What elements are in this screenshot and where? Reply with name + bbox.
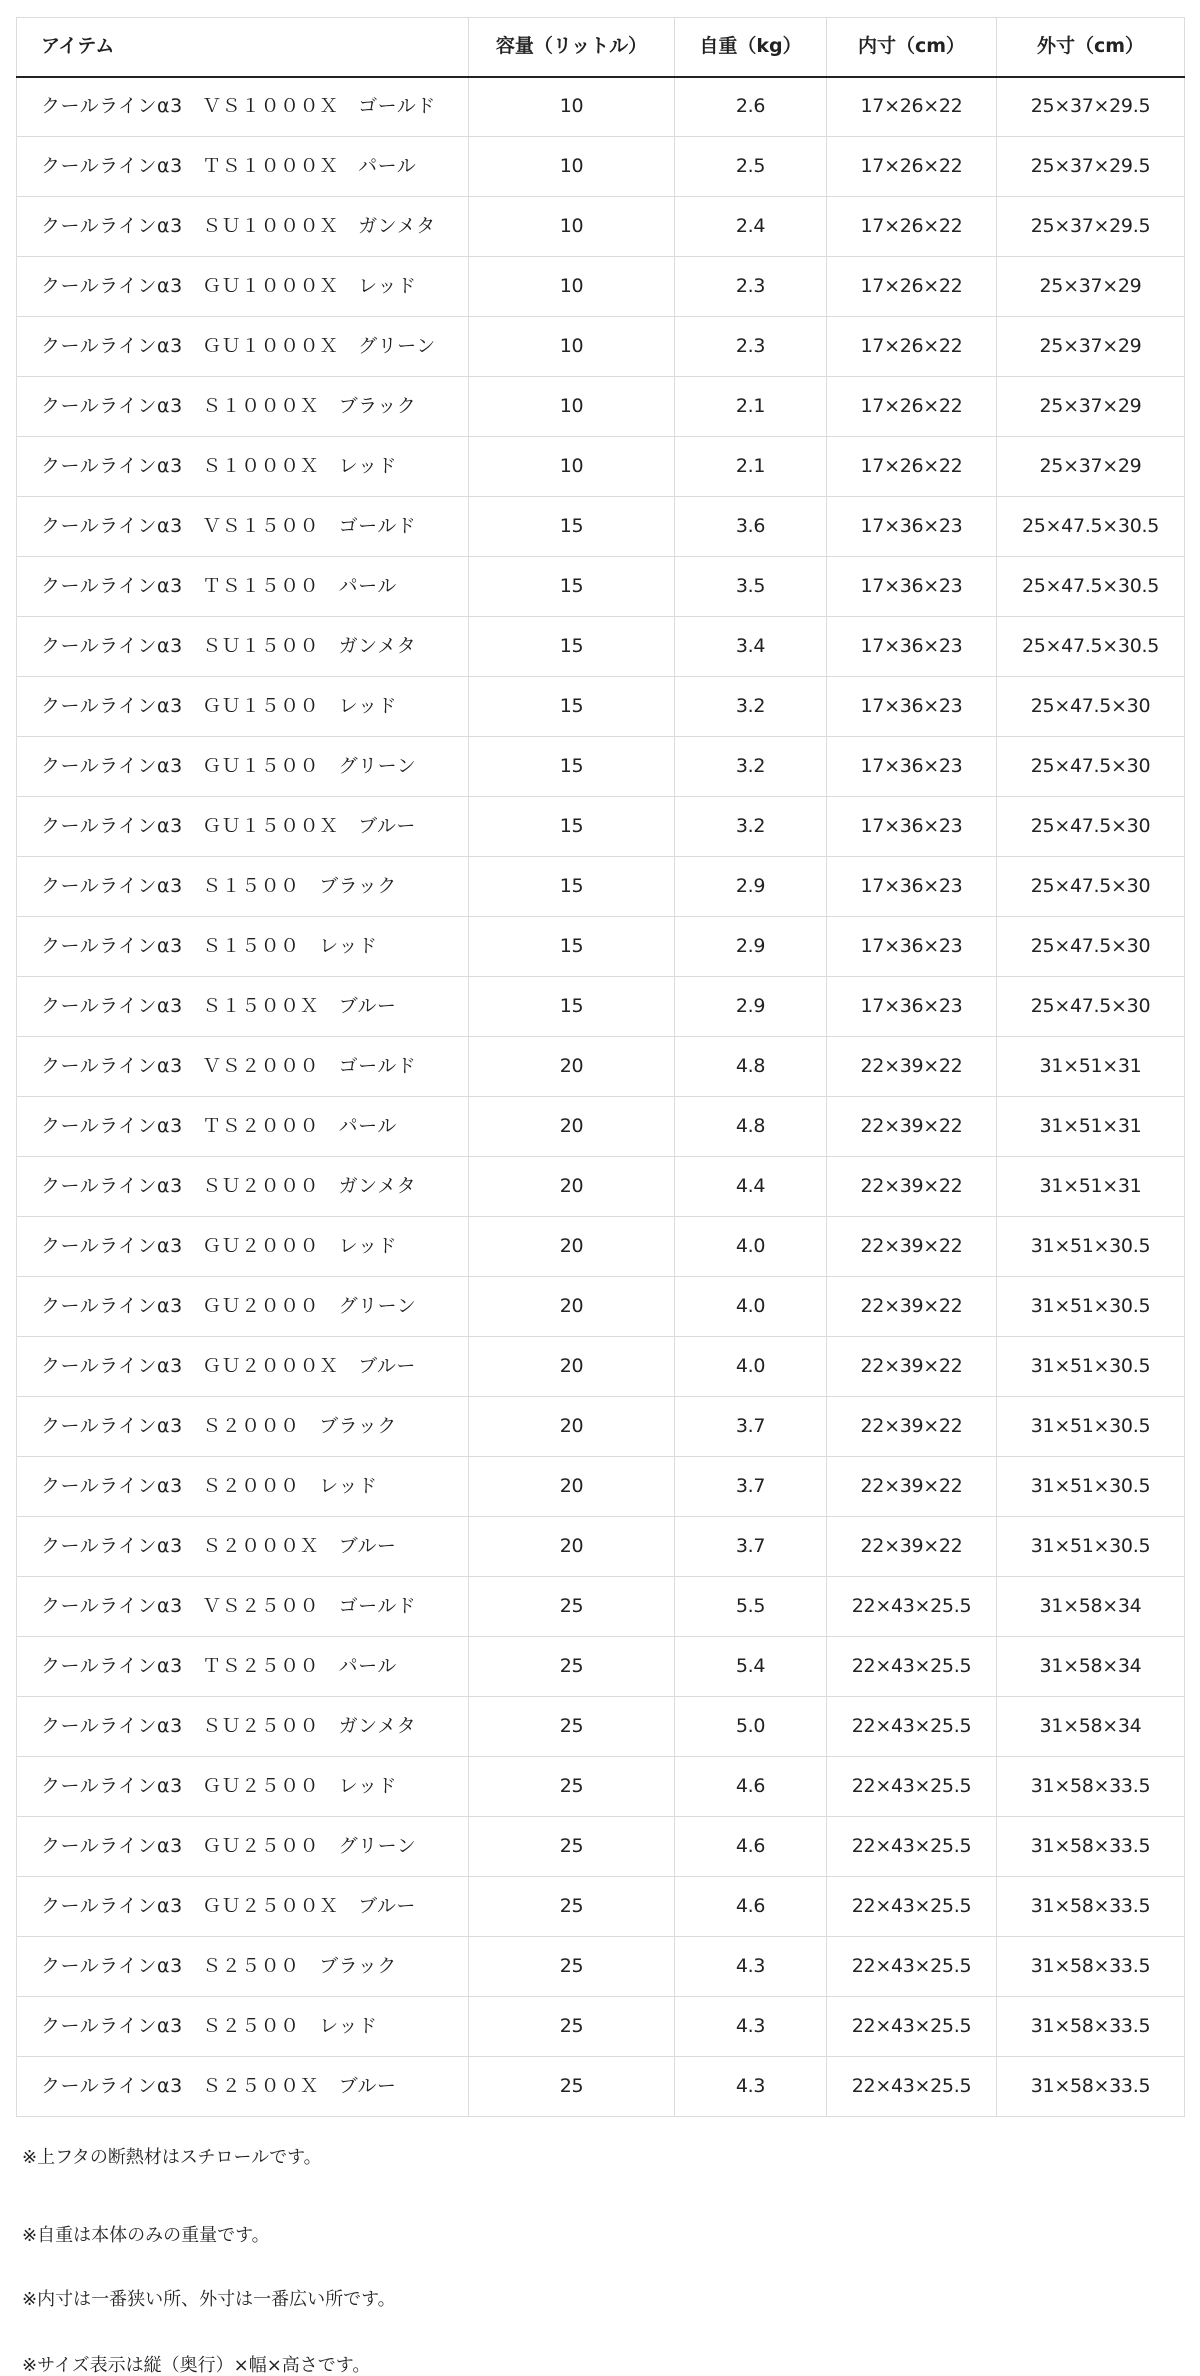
outer-size-cell: 31×51×30.5 (997, 1517, 1185, 1577)
capacity-cell: 15 (469, 797, 675, 857)
item-name-cell: クールラインα3 ＧＵ２５００ レッド (17, 1757, 469, 1817)
item-name-cell: クールラインα3 Ｓ２５００ ブラック (17, 1937, 469, 1997)
outer-size-cell: 31×58×34 (997, 1577, 1185, 1637)
spec-table (16, 17, 1185, 2117)
table-row (17, 977, 1185, 1037)
table-row (17, 1337, 1185, 1397)
item-name-cell: クールラインα3 Ｓ２５００Ｘ ブルー (17, 2057, 469, 2117)
weight-cell: 2.5 (675, 137, 827, 197)
header-capacity: 容量（リットル） (469, 18, 675, 77)
weight-cell: 3.7 (675, 1457, 827, 1517)
outer-size-cell: 25×47.5×30.5 (997, 557, 1185, 617)
capacity-cell: 25 (469, 1937, 675, 1997)
weight-cell: 4.0 (675, 1277, 827, 1337)
inner-size-cell: 22×39×22 (827, 1517, 997, 1577)
table-row (17, 1637, 1185, 1697)
item-name-cell: クールラインα3 ＧＵ２５００ グリーン (17, 1817, 469, 1877)
item-name-cell: クールラインα3 Ｓ２５００ レッド (17, 1997, 469, 2057)
inner-size-cell: 17×36×23 (827, 557, 997, 617)
outer-size-cell: 25×47.5×30 (997, 737, 1185, 797)
inner-size-cell: 17×26×22 (827, 197, 997, 257)
weight-cell: 2.1 (675, 377, 827, 437)
capacity-cell: 25 (469, 1757, 675, 1817)
outer-size-cell: 31×51×30.5 (997, 1397, 1185, 1457)
capacity-cell: 15 (469, 977, 675, 1037)
item-name-cell: クールラインα3 ＶＳ２５００ ゴールド (17, 1577, 469, 1637)
outer-size-cell: 25×37×29.5 (997, 197, 1185, 257)
weight-cell: 4.6 (675, 1877, 827, 1937)
item-name-cell: クールラインα3 ＧＵ１５００Ｘ ブルー (17, 797, 469, 857)
table-row (17, 1397, 1185, 1457)
note-dimensions: ※内寸は一番狭い所、外寸は一番広い所です。 (22, 2289, 396, 2310)
outer-size-cell: 25×47.5×30 (997, 857, 1185, 917)
outer-size-cell: 31×58×33.5 (997, 1997, 1185, 2057)
weight-cell: 3.2 (675, 677, 827, 737)
capacity-cell: 15 (469, 677, 675, 737)
inner-size-cell: 17×26×22 (827, 377, 997, 437)
header-weight: 自重（kg） (675, 18, 827, 77)
table-row (17, 197, 1185, 257)
weight-cell: 2.6 (675, 77, 827, 137)
capacity-cell: 20 (469, 1037, 675, 1097)
table-row (17, 497, 1185, 557)
header-item: アイテム (17, 18, 469, 77)
inner-size-cell: 17×26×22 (827, 77, 997, 137)
outer-size-cell: 31×51×31 (997, 1037, 1185, 1097)
table-row (17, 1817, 1185, 1877)
item-name-cell: クールラインα3 ＧＵ１５００ レッド (17, 677, 469, 737)
outer-size-cell: 25×37×29 (997, 257, 1185, 317)
inner-size-cell: 22×43×25.5 (827, 1817, 997, 1877)
outer-size-cell: 31×58×33.5 (997, 1757, 1185, 1817)
item-name-cell: クールラインα3 ＧＵ１５００ グリーン (17, 737, 469, 797)
inner-size-cell: 17×36×23 (827, 977, 997, 1037)
capacity-cell: 10 (469, 137, 675, 197)
header-inner-size: 内寸（cm） (827, 18, 997, 77)
outer-size-cell: 25×47.5×30 (997, 977, 1185, 1037)
weight-cell: 4.8 (675, 1097, 827, 1157)
table-row (17, 617, 1185, 677)
inner-size-cell: 22×39×22 (827, 1397, 997, 1457)
capacity-cell: 15 (469, 497, 675, 557)
outer-size-cell: 31×51×30.5 (997, 1217, 1185, 1277)
inner-size-cell: 22×39×22 (827, 1457, 997, 1517)
table-row (17, 377, 1185, 437)
table-row (17, 1277, 1185, 1337)
inner-size-cell: 22×39×22 (827, 1217, 997, 1277)
item-name-cell: クールラインα3 ＧＵ２０００Ｘ ブルー (17, 1337, 469, 1397)
capacity-cell: 15 (469, 917, 675, 977)
inner-size-cell: 22×39×22 (827, 1277, 997, 1337)
table-row (17, 1097, 1185, 1157)
item-name-cell: クールラインα3 ＴＳ１５００ パール (17, 557, 469, 617)
item-name-cell: クールラインα3 ＳＵ１０００Ｘ ガンメタ (17, 197, 469, 257)
table-row (17, 917, 1185, 977)
capacity-cell: 10 (469, 437, 675, 497)
inner-size-cell: 17×36×23 (827, 617, 997, 677)
table-row (17, 1697, 1185, 1757)
capacity-cell: 25 (469, 1997, 675, 2057)
header-row (17, 18, 1185, 77)
weight-cell: 4.0 (675, 1337, 827, 1397)
spec-table-body (17, 77, 1185, 2117)
weight-cell: 2.4 (675, 197, 827, 257)
weight-cell: 3.7 (675, 1517, 827, 1577)
inner-size-cell: 17×26×22 (827, 137, 997, 197)
weight-cell: 2.3 (675, 257, 827, 317)
capacity-cell: 20 (469, 1157, 675, 1217)
table-row (17, 2057, 1185, 2117)
capacity-cell: 25 (469, 1577, 675, 1637)
capacity-cell: 20 (469, 1217, 675, 1277)
table-row (17, 1937, 1185, 1997)
outer-size-cell: 25×37×29 (997, 317, 1185, 377)
inner-size-cell: 22×43×25.5 (827, 2057, 997, 2117)
outer-size-cell: 25×47.5×30.5 (997, 497, 1185, 557)
table-row (17, 737, 1185, 797)
table-row (17, 1757, 1185, 1817)
note-lid-insulation: ※上フタの断熱材はスチロールです。 (22, 2147, 322, 2168)
table-row (17, 557, 1185, 617)
weight-cell: 4.3 (675, 2057, 827, 2117)
item-name-cell: クールラインα3 Ｓ１５００ ブラック (17, 857, 469, 917)
capacity-cell: 15 (469, 857, 675, 917)
outer-size-cell: 31×58×33.5 (997, 2057, 1185, 2117)
inner-size-cell: 17×36×23 (827, 677, 997, 737)
table-row (17, 1217, 1185, 1277)
weight-cell: 3.2 (675, 737, 827, 797)
item-name-cell: クールラインα3 ＧＵ２５００Ｘ ブルー (17, 1877, 469, 1937)
inner-size-cell: 17×36×23 (827, 737, 997, 797)
item-name-cell: クールラインα3 Ｓ２０００ レッド (17, 1457, 469, 1517)
outer-size-cell: 25×37×29.5 (997, 137, 1185, 197)
outer-size-cell: 31×51×31 (997, 1097, 1185, 1157)
inner-size-cell: 22×43×25.5 (827, 1877, 997, 1937)
weight-cell: 4.3 (675, 1937, 827, 1997)
outer-size-cell: 25×47.5×30 (997, 797, 1185, 857)
capacity-cell: 25 (469, 1877, 675, 1937)
inner-size-cell: 17×36×23 (827, 797, 997, 857)
inner-size-cell: 22×39×22 (827, 1097, 997, 1157)
inner-size-cell: 22×39×22 (827, 1337, 997, 1397)
item-name-cell: クールラインα3 ＶＳ１０００Ｘ ゴールド (17, 77, 469, 137)
weight-cell: 2.1 (675, 437, 827, 497)
weight-cell: 2.9 (675, 917, 827, 977)
capacity-cell: 10 (469, 77, 675, 137)
inner-size-cell: 22×39×22 (827, 1037, 997, 1097)
capacity-cell: 25 (469, 2057, 675, 2117)
capacity-cell: 10 (469, 317, 675, 377)
item-name-cell: クールラインα3 ＶＳ１５００ ゴールド (17, 497, 469, 557)
outer-size-cell: 31×58×34 (997, 1697, 1185, 1757)
outer-size-cell: 31×51×31 (997, 1157, 1185, 1217)
inner-size-cell: 22×43×25.5 (827, 1697, 997, 1757)
capacity-cell: 20 (469, 1337, 675, 1397)
inner-size-cell: 17×26×22 (827, 257, 997, 317)
item-name-cell: クールラインα3 ＧＵ１０００Ｘ グリーン (17, 317, 469, 377)
weight-cell: 4.8 (675, 1037, 827, 1097)
capacity-cell: 15 (469, 557, 675, 617)
outer-size-cell: 31×58×34 (997, 1637, 1185, 1697)
inner-size-cell: 22×39×22 (827, 1157, 997, 1217)
inner-size-cell: 17×26×22 (827, 317, 997, 377)
capacity-cell: 20 (469, 1277, 675, 1337)
note-weight: ※自重は本体のみの重量です。 (22, 2225, 270, 2246)
weight-cell: 3.6 (675, 497, 827, 557)
outer-size-cell: 31×51×30.5 (997, 1277, 1185, 1337)
outer-size-cell: 31×58×33.5 (997, 1817, 1185, 1877)
item-name-cell: クールラインα3 Ｓ１５００Ｘ ブルー (17, 977, 469, 1037)
inner-size-cell: 17×36×23 (827, 497, 997, 557)
item-name-cell: クールラインα3 Ｓ２０００ ブラック (17, 1397, 469, 1457)
capacity-cell: 20 (469, 1097, 675, 1157)
capacity-cell: 15 (469, 617, 675, 677)
weight-cell: 5.5 (675, 1577, 827, 1637)
weight-cell: 5.4 (675, 1637, 827, 1697)
item-name-cell: クールラインα3 ＶＳ２０００ ゴールド (17, 1037, 469, 1097)
inner-size-cell: 22×43×25.5 (827, 1757, 997, 1817)
weight-cell: 4.0 (675, 1217, 827, 1277)
table-row (17, 257, 1185, 317)
table-row (17, 1877, 1185, 1937)
weight-cell: 4.3 (675, 1997, 827, 2057)
capacity-cell: 15 (469, 737, 675, 797)
weight-cell: 3.2 (675, 797, 827, 857)
inner-size-cell: 22×43×25.5 (827, 1937, 997, 1997)
weight-cell: 5.0 (675, 1697, 827, 1757)
table-row (17, 437, 1185, 497)
item-name-cell: クールラインα3 ＴＳ１０００Ｘ パール (17, 137, 469, 197)
capacity-cell: 20 (469, 1457, 675, 1517)
weight-cell: 3.5 (675, 557, 827, 617)
outer-size-cell: 31×58×33.5 (997, 1937, 1185, 1997)
spec-table-container (16, 17, 1184, 2117)
table-row (17, 1517, 1185, 1577)
table-row (17, 677, 1185, 737)
table-row (17, 1457, 1185, 1517)
weight-cell: 4.6 (675, 1757, 827, 1817)
weight-cell: 3.7 (675, 1397, 827, 1457)
capacity-cell: 20 (469, 1397, 675, 1457)
outer-size-cell: 25×47.5×30.5 (997, 617, 1185, 677)
table-row (17, 857, 1185, 917)
item-name-cell: クールラインα3 Ｓ１０００Ｘ ブラック (17, 377, 469, 437)
inner-size-cell: 17×36×23 (827, 857, 997, 917)
weight-cell: 2.9 (675, 857, 827, 917)
table-row (17, 1577, 1185, 1637)
weight-cell: 3.4 (675, 617, 827, 677)
note-size-format: ※サイズ表示は縦（奥行）×幅×高さです。 (22, 2355, 371, 2376)
outer-size-cell: 25×37×29.5 (997, 77, 1185, 137)
capacity-cell: 10 (469, 197, 675, 257)
table-row (17, 797, 1185, 857)
capacity-cell: 25 (469, 1697, 675, 1757)
spec-table-header (17, 18, 1185, 77)
inner-size-cell: 17×36×23 (827, 917, 997, 977)
item-name-cell: クールラインα3 ＴＳ２０００ パール (17, 1097, 469, 1157)
capacity-cell: 25 (469, 1637, 675, 1697)
weight-cell: 4.6 (675, 1817, 827, 1877)
item-name-cell: クールラインα3 Ｓ２０００Ｘ ブルー (17, 1517, 469, 1577)
weight-cell: 4.4 (675, 1157, 827, 1217)
outer-size-cell: 31×58×33.5 (997, 1877, 1185, 1937)
capacity-cell: 20 (469, 1517, 675, 1577)
item-name-cell: クールラインα3 Ｓ１０００Ｘ レッド (17, 437, 469, 497)
outer-size-cell: 31×51×30.5 (997, 1457, 1185, 1517)
item-name-cell: クールラインα3 ＳＵ２０００ ガンメタ (17, 1157, 469, 1217)
table-row (17, 137, 1185, 197)
inner-size-cell: 22×43×25.5 (827, 1637, 997, 1697)
item-name-cell: クールラインα3 ＧＵ２０００ グリーン (17, 1277, 469, 1337)
table-row (17, 77, 1185, 137)
table-row (17, 1037, 1185, 1097)
capacity-cell: 25 (469, 1817, 675, 1877)
weight-cell: 2.9 (675, 977, 827, 1037)
outer-size-cell: 25×47.5×30 (997, 677, 1185, 737)
capacity-cell: 10 (469, 257, 675, 317)
item-name-cell: クールラインα3 ＧＵ２０００ レッド (17, 1217, 469, 1277)
item-name-cell: クールラインα3 ＳＵ２５００ ガンメタ (17, 1697, 469, 1757)
item-name-cell: クールラインα3 Ｓ１５００ レッド (17, 917, 469, 977)
inner-size-cell: 17×26×22 (827, 437, 997, 497)
outer-size-cell: 25×37×29 (997, 437, 1185, 497)
outer-size-cell: 25×37×29 (997, 377, 1185, 437)
table-row (17, 317, 1185, 377)
capacity-cell: 10 (469, 377, 675, 437)
inner-size-cell: 22×43×25.5 (827, 1997, 997, 2057)
weight-cell: 2.3 (675, 317, 827, 377)
outer-size-cell: 31×51×30.5 (997, 1337, 1185, 1397)
outer-size-cell: 25×47.5×30 (997, 917, 1185, 977)
table-row (17, 1997, 1185, 2057)
item-name-cell: クールラインα3 ＧＵ１０００Ｘ レッド (17, 257, 469, 317)
item-name-cell: クールラインα3 ＳＵ１５００ ガンメタ (17, 617, 469, 677)
item-name-cell: クールラインα3 ＴＳ２５００ パール (17, 1637, 469, 1697)
inner-size-cell: 22×43×25.5 (827, 1577, 997, 1637)
table-row (17, 1157, 1185, 1217)
header-outer-size: 外寸（cm） (997, 18, 1185, 77)
